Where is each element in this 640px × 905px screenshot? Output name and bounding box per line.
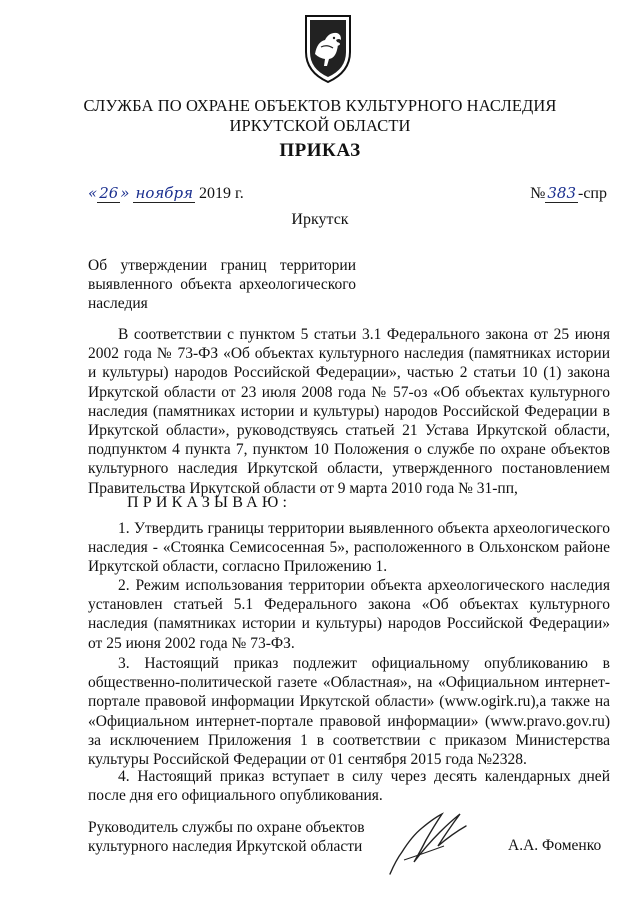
number-prefix: № [530,185,546,202]
organization-name-line2: ИРКУТСКОЙ ОБЛАСТИ [229,116,411,135]
preamble-paragraph [88,325,610,498]
order-item-4-text: 4. Настоящий приказ вступает в силу через десять календарных дней после дня его официального опубликования. [88,768,610,805]
date-open-quote: « [88,184,98,202]
coat-of-arms-icon [303,14,353,84]
order-word: ПРИКАЗЫВАЮ: [127,494,292,511]
number-value-handwritten: 383 [547,184,576,202]
document-city: Иркутск [291,211,349,228]
handwritten-signature-icon [382,800,482,880]
document-date [88,184,244,203]
order-item-3-text: 3. Настоящий приказ подлежит официальному опубликованию в общественно-политической газете «Областная», на «Официальном интернет-портале правовой информации Иркутской области» (www.ogirk.ru),а также на «Официальном интернет-портале правовой информации» (www.pravo.gov.ru) за исключением Приложения 1 в соответствии с приказом Министерства культуры Российской Федерации от 01 сентября 2015 года №2328. [88,655,610,769]
signer-position-line2: культурного наследия Иркутской области [88,838,363,855]
document-type-title: ПРИКАЗ [279,140,361,161]
signer-name: А.А. Фоменко [508,837,602,854]
date-year: 2019 г. [199,185,244,202]
order-item-3 [88,654,610,769]
order-item-2-text: 2. Режим использования территории объекта археологического наследия установлен статьей 5.1 Федерального закона «Об объектах культурного наследия (памятниках истории и культуры) народов Российской Федерации» от 25 июня 2002 года № 73-ФЗ. [88,577,610,652]
organization-name-line1: СЛУЖБА ПО ОХРАНЕ ОБЪЕКТОВ КУЛЬТУРНОГО НАСЛЕДИЯ [83,96,557,115]
date-day-handwritten: 26 [99,184,119,202]
signer-position-line1: Руководитель службы по охране объектов [88,819,365,836]
signer-position [88,818,365,856]
date-close-quote: » [120,184,130,202]
document-subject: Об утверждении границ территории выявленного объекта археологического наследия [88,257,356,312]
date-month-handwritten: ноября [135,184,194,202]
order-item-2 [88,576,610,653]
order-item-4 [88,767,610,805]
preamble-text: В соответствии с пунктом 5 статьи 3.1 Федерального закона от 25 июня 2002 года № 73-ФЗ «Об объектах культурного наследия (памятниках истории и культуры) народов Российской Федерации», частью 2 статьи 10 (1) закона Иркутской области от 23 июля 2008 года № 57-оз «Об объектах культурного наследия (памятниках истории и культуры) народов Российской Федерации в Иркутской области», руководствуясь статьей 21 Устава Иркутской области, подпунктом 4 пункта 7, пунктом 10 Положения о службе по охране объектов культурного наследия Иркутской области, утвержденного постановлением Правительства Иркутской области от 9 марта 2010 года № 31-пп, [88,326,610,497]
order-item-1 [88,519,610,577]
number-suffix: -спр [578,185,607,202]
order-item-1-text: 1. Утвердить границы территории выявленного объекта археологического наследия - «Стоянка Семисосенная 5», расположенного в Ольхонском районе Иркутской области, согласно Приложению 1. [88,520,610,576]
document-number [530,184,607,203]
